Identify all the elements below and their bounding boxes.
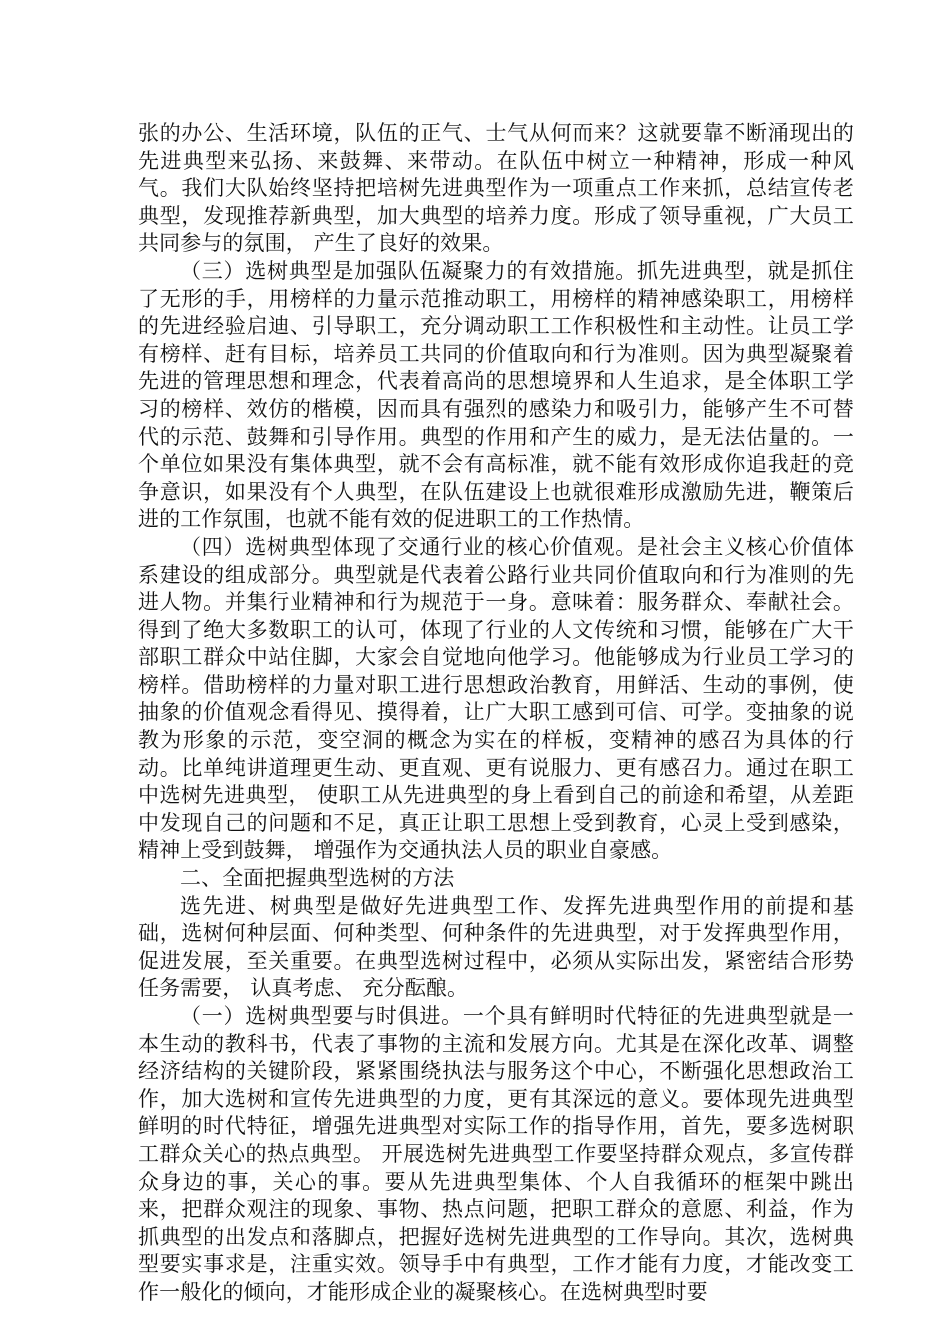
section-heading: 二、全面把握典型选树的方法 bbox=[180, 866, 455, 891]
document-body bbox=[138, 120, 854, 1307]
body-paragraph: （四）选树典型体现了交通行业的核心价值观。是社会主义核心价值体系建设的组成部分。典型就是代表着公路行业共同价值取向和行为准则的先进人物。并集行业精神和行为规范于一身。意味着：服务群众、奉献社会。得到了绝大多数职工的认可，体现了行业的人文传统和习惯，能够在广大干部职工群众中站住脚，大家会自觉地向他学习。他能够成为行业员工学习的榜样。借助榜样的力量对职工进行思想政治教育，用鲜活、生动的事例，使抽象的价值观念看得见、摸得着，让广大职工感到可信、可学。变抽象的说教为形象的示范，变空洞的概念为实在的样板，变精神的感召为具体的行动。比单纯讲道理更生动、更直观、更有说服力、更有感召力。通过在职工中选树先进典型， 使职工从先进典型的身上看到自己的前途和希望，从差距中发现自己的问题和不足，真正让职工思想上受到教育，心灵上受到感染， 精神上受到鼓舞， 增强作为交通执法人员的职业自豪感。 bbox=[138, 534, 854, 863]
body-paragraph: 选先进、树典型是做好先进典型工作、发挥先进典型作用的前提和基础，选树何种层面、何种类型、何种条件的先进典型，对于发挥典型作用，促进发展，至关重要。在典型选树过程中，必须从实际出发，紧密结合形势任务需要， 认真考虑、 充分酝酿。 bbox=[138, 893, 854, 1001]
body-paragraph: （三）选树典型是加强队伍凝聚力的有效措施。抓先进典型，就是抓住了无形的手，用榜样的力量示范推动职工，用榜样的精神感染职工，用榜样的先进经验启迪、引导职工，充分调动职工工作积极性和主动性。让员工学有榜样、赶有目标，培养员工共同的价值取向和行为准则。因为典型凝聚着先进的管理思想和理念，代表着高尚的思想境界和人生追求，是全体职工学习的榜样、效仿的楷模，因而具有强烈的感染力和吸引力，能够产生不可替代的示范、鼓舞和引导作用。典型的作用和产生的威力，是无法估量的。一个单位如果没有集体典型，就不会有高标准，就不能有效形成你追我赶的竞争意识，如果没有个人典型，在队伍建设上也就很难形成激励先进，鞭策后进的工作氛围，也就不能有效的促进职工的工作热情。 bbox=[138, 258, 854, 532]
body-paragraph: （一）选树典型要与时俱进。一个具有鲜明时代特征的先进典型就是一本生动的教科书，代表了事物的主流和发展方向。尤其是在深化改革、调整经济结构的关键阶段，紧紧围绕执法与服务这个中心，不断强化思想政治工作，加大选树和宣传先进典型的力度，更有其深远的意义。要体现先进典型鲜明的时代特征，增强先进典型对实际工作的指导作用，首先，要多选树职工群众关心的热点典型。 开展选树先进典型工作要坚持群众观点，多宣传群众身边的事，关心的事。要从先进典型集体、个人自我循环的框架中跳出来，把群众观注的现象、事物、热点问题，把职工群众的意愿、利益，作为抓典型的出发点和落脚点，把握好选树先进典型的工作导向。其次，选树典型要实事求是，注重实效。领导手中有典型，工作才能有力度，才能改变工作一般化的倾向，才能形成企业的凝聚核心。在选树典型时要 bbox=[138, 1004, 854, 1304]
body-paragraph: 张的办公、生活环境，队伍的正气、士气从何而来？这就要靠不断涌现出的先进典型来弘扬、来鼓舞、来带动。在队伍中树立一种精神，形成一种风气。我们大队始终坚持把培树先进典型作为一项重点工作来抓，总结宣传老典型，发现推荐新典型，加大典型的培养力度。形成了领导重视，广大员工共同参与的氛围， 产生了良好的效果。 bbox=[138, 121, 854, 256]
